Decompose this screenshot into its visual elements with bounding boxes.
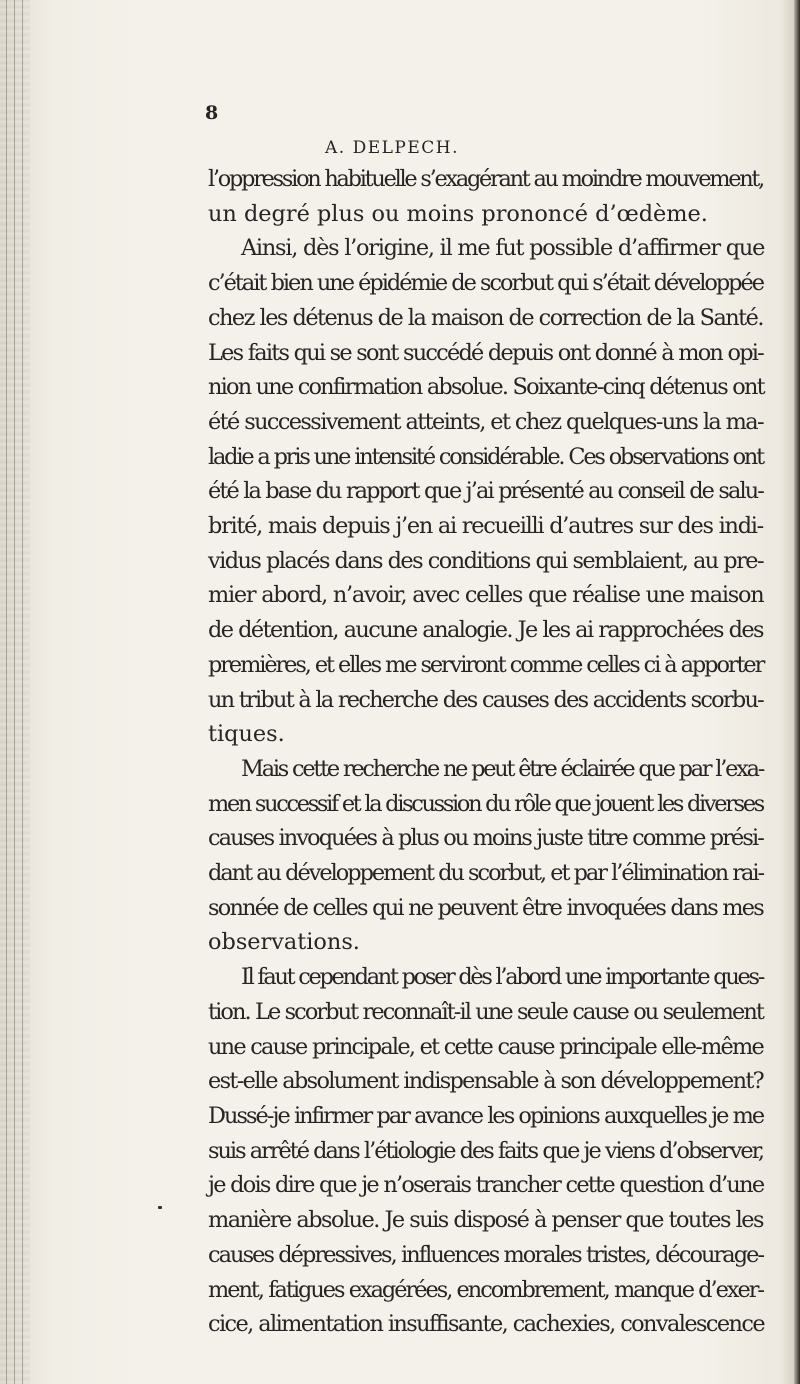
text-line: ladie a pris une intensité considérable. Ces observations ont bbox=[208, 443, 763, 470]
text-line: Il faut cependant poser dès l’abord une importante ques- bbox=[241, 964, 763, 991]
text-line: Les faits qui se sont succédé depuis ont donné à mon opi- bbox=[208, 339, 763, 366]
text-line: sonnée de celles qui ne peuvent être invoquées dans mes bbox=[208, 894, 763, 921]
text-line: été successivement atteints, et chez quelques-uns la ma- bbox=[208, 408, 763, 435]
text-line: observations. bbox=[208, 929, 360, 956]
text-line: mier abord, n’avoir, avec celles que réalise une maison bbox=[208, 582, 764, 609]
ink-speck bbox=[158, 1206, 162, 1209]
text-line: tiques. bbox=[208, 721, 285, 748]
text-line: brité, mais depuis j’en ai recueilli d’autres sur des indi- bbox=[208, 513, 763, 540]
binding-edge bbox=[0, 0, 30, 1384]
text-line: suis arrêté dans l’étiologie des faits que je viens d’observer, bbox=[208, 1137, 763, 1164]
text-line: chez les détenus de la maison de correction de la Santé. bbox=[208, 304, 763, 331]
text-line: causes invoquées à plus ou moins juste titre comme prési- bbox=[208, 825, 763, 852]
page-number: 8 bbox=[205, 102, 219, 124]
binding-line bbox=[22, 0, 23, 1384]
text-line: Dussé-je infirmer par avance les opinions auxquelles je me bbox=[208, 1102, 764, 1129]
text-line: c’était bien une épidémie de scorbut qui s’était développée bbox=[208, 270, 763, 297]
text-line: nion une confirmation absolue. Soixante-cinq détenus ont bbox=[208, 374, 764, 401]
text-line: Ainsi, dès l’origine, il me fut possible d’affirmer que bbox=[241, 235, 765, 262]
text-line: été la base du rapport que j’ai présenté au conseil de salu- bbox=[208, 478, 763, 505]
text-line: une cause principale, et cette cause principale elle-même bbox=[208, 1033, 763, 1060]
text-line: ment, fatigues exagérées, encombrement, manque d’exer- bbox=[208, 1276, 763, 1303]
text-line: un degré plus ou moins prononcé d’œdème. bbox=[208, 200, 708, 227]
text-line: je dois dire que je n’oserais trancher cette question d’une bbox=[208, 1172, 764, 1199]
text-line: est-elle absolument indispensable à son développement? bbox=[208, 1068, 763, 1095]
text-line: un tribut à la recherche des causes des accidents scorbu- bbox=[208, 686, 763, 713]
text-line: vidus placés dans des conditions qui semblaient, au pre- bbox=[208, 547, 763, 574]
text-line: cice, alimentation insuffisante, cachexies, convalescence bbox=[208, 1311, 765, 1338]
text-line: causes dépressives, influences morales tristes, décourage- bbox=[208, 1241, 764, 1268]
text-line: tion. Le scorbut reconnaît-il une seule cause ou seulement bbox=[208, 998, 763, 1025]
text-line: men successif et la discussion du rôle que jouent les diverses bbox=[208, 790, 763, 817]
binding-line bbox=[14, 0, 15, 1384]
body-text bbox=[208, 162, 763, 1342]
text-line: dant au développement du scorbut, et par l’élimination rai- bbox=[208, 860, 764, 887]
text-line: de détention, aucune analogie. Je les ai rapprochées des bbox=[208, 617, 763, 644]
text-line: Mais cette recherche ne peut être éclairée que par l’exa- bbox=[241, 755, 764, 782]
text-line: l’oppression habituelle s’exagérant au moindre mouvement, bbox=[208, 166, 763, 192]
text-line: premières, et elles me serviront comme celles ci à apporter bbox=[208, 651, 764, 678]
text-line: manière absolue. Je suis disposé à penser que toutes les bbox=[208, 1207, 763, 1234]
running-head: A. DELPECH. bbox=[325, 138, 459, 158]
page-edge-shadow bbox=[794, 0, 800, 1384]
binding-line bbox=[6, 0, 7, 1384]
